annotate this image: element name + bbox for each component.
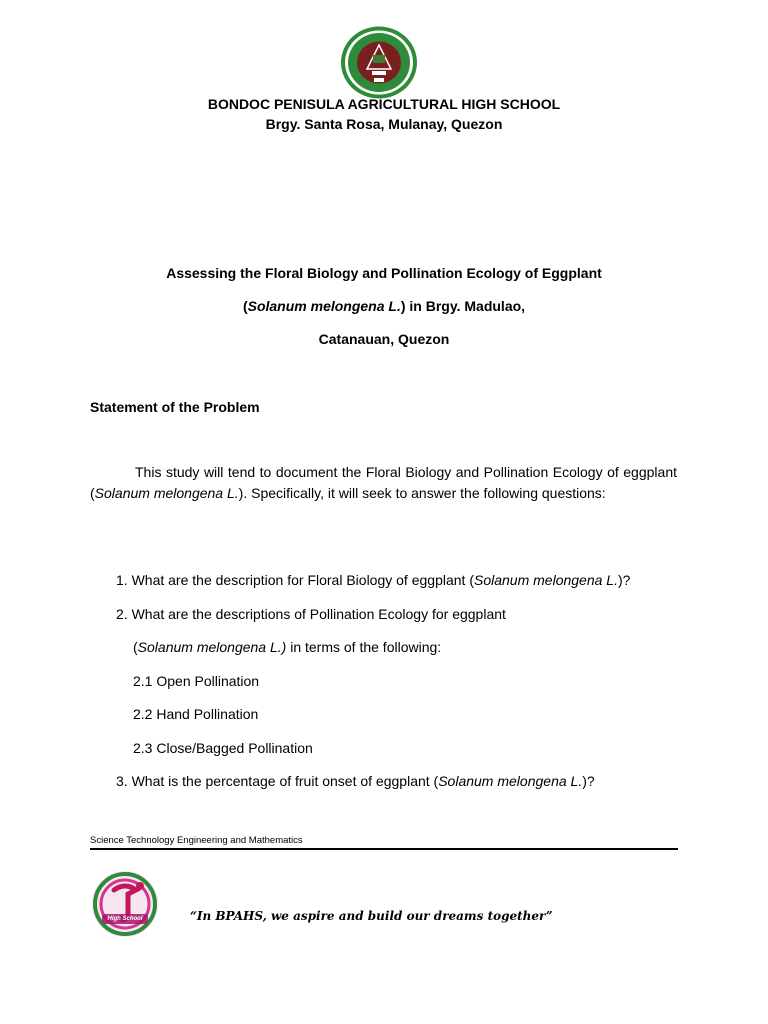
title-paren-open: ( — [242, 298, 248, 314]
question-3-number: 3. — [116, 773, 128, 789]
question-3-text — [132, 773, 595, 789]
question-2-continuation — [133, 639, 441, 656]
footer-label: Science Technology Engineering and Mathematics — [90, 835, 303, 846]
intro-text-1: This study will tend to document the Floral Biology and Pollination Ecology of eggplant ( — [90, 464, 677, 501]
question-2-number: 2. — [116, 606, 128, 622]
question-2-after: in terms of the following: — [286, 639, 442, 655]
question-1-number: 1. — [116, 572, 128, 588]
question-3-before: What is the percentage of fruit onset of eggplant ( — [131, 773, 439, 789]
title-line-1: Assessing the Floral Biology and Pollination Ecology of Eggplant — [166, 265, 602, 281]
question-1 — [116, 572, 630, 589]
sub-item-2-2: 2.2 Hand Pollination — [133, 706, 259, 722]
school-name: BONDOC PENISULA AGRICULTURAL HIGH SCHOOL — [207, 96, 561, 112]
intro-scientific-name: Solanum melongena L. — [94, 485, 239, 501]
footer-divider — [90, 848, 678, 850]
question-3-after: )? — [582, 773, 595, 789]
question-2-text: What are the descriptions of Pollination Ecology for eggplant — [131, 606, 506, 622]
question-3 — [116, 773, 595, 790]
sub-item-2-3: 2.3 Close/Bagged Pollination — [133, 740, 313, 756]
question-2 — [116, 606, 506, 623]
question-1-italic: Solanum melongena L. — [473, 572, 618, 588]
intro-paragraph — [90, 462, 677, 504]
section-heading: Statement of the Problem — [90, 399, 260, 415]
title-scientific-name: Solanum melongena L. — [247, 298, 401, 314]
question-1-after: )? — [617, 572, 631, 588]
school-motto: “In BPAHS, we aspire and build our dreams together” — [190, 909, 553, 923]
question-3-italic: Solanum melongena L. — [438, 773, 583, 789]
school-seal — [339, 25, 419, 100]
title-line-3: Catanauan, Quezon — [318, 331, 450, 347]
sub-item-2-1: 2.1 Open Pollination — [133, 673, 260, 689]
title-line-2 — [0, 298, 768, 315]
intro-text-2: ). Specifically, it will seek to answer the following questions: — [238, 485, 606, 501]
question-1-text — [132, 572, 631, 588]
school-address: Brgy. Santa Rosa, Mulanay, Quezon — [265, 116, 503, 132]
question-2-paren: ( — [133, 639, 138, 655]
question-2-italic: Solanum melongena L.) — [137, 639, 287, 655]
stem-logo — [90, 868, 160, 940]
title-location: ) in Brgy. Madulao, — [400, 298, 526, 314]
question-1-before: What are the description for Floral Biology of eggplant ( — [131, 572, 474, 588]
stem-logo-caption: High School — [107, 916, 143, 922]
